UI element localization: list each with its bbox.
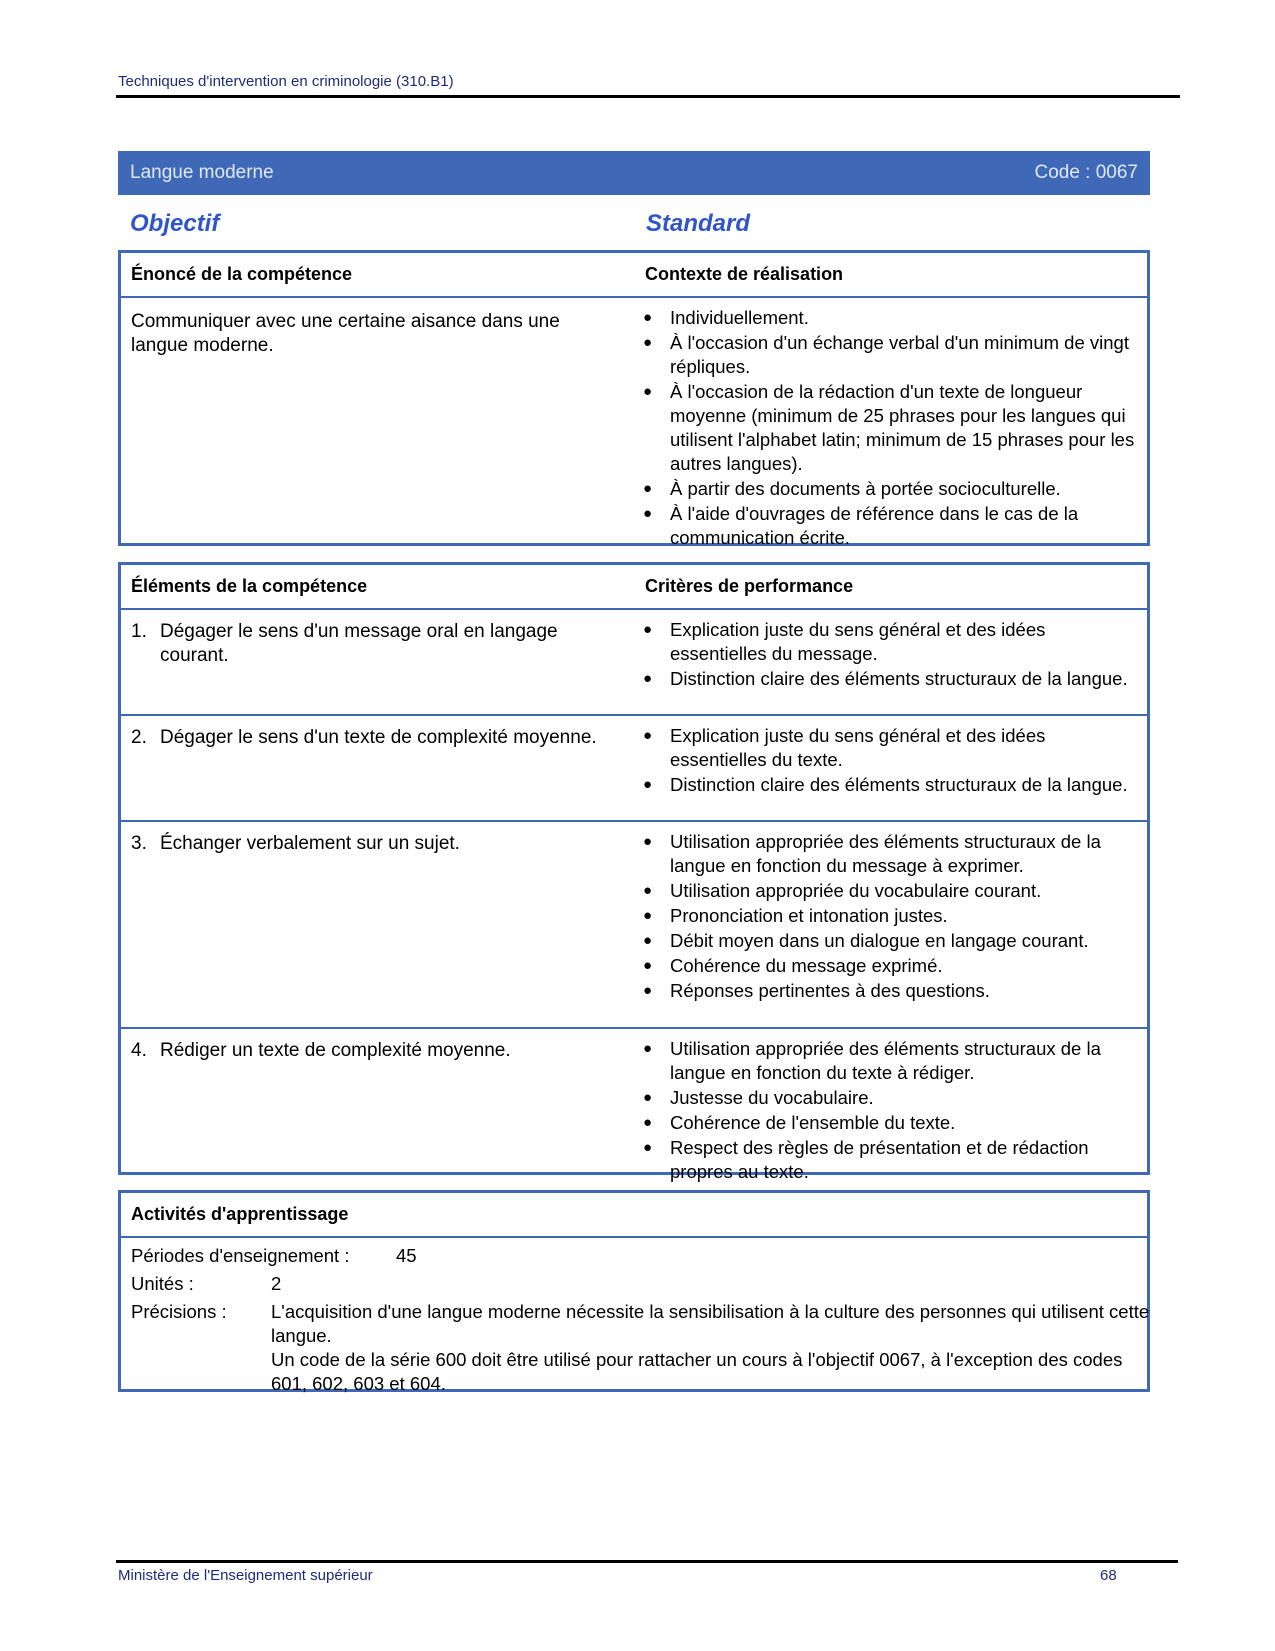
footer-rule bbox=[116, 1560, 1178, 1563]
list-item: ● Réponses pertinentes à des questions. bbox=[643, 980, 990, 1001]
page-number: 68 bbox=[1100, 1567, 1117, 1584]
competence-row bbox=[121, 298, 1147, 548]
bullet-icon: ● bbox=[643, 882, 653, 899]
footer-ministry: Ministère de l'Enseignement supérieur bbox=[118, 1567, 373, 1584]
running-header: Techniques d'intervention en criminologie (310.B1) bbox=[118, 73, 454, 90]
elements-box-header bbox=[121, 565, 1147, 610]
competence-box-header bbox=[121, 253, 1147, 298]
precisions-label: Précisions : bbox=[131, 1301, 227, 1322]
list-item: ● À l'aide d'ouvrages de référence dans le cas de la communication écrite. bbox=[643, 503, 1079, 548]
elements-header: Éléments de la compétence bbox=[131, 576, 368, 596]
bullet-icon: ● bbox=[643, 505, 653, 522]
list-item: ● Cohérence de l'ensemble du texte. bbox=[643, 1112, 956, 1133]
header-rule bbox=[116, 95, 1180, 98]
criteria-header: Critères de performance bbox=[645, 576, 854, 596]
activities-box bbox=[118, 1190, 1150, 1392]
criteria-col bbox=[641, 724, 1139, 798]
units-line bbox=[131, 1272, 1131, 1296]
criteria-col bbox=[641, 1037, 1139, 1185]
element-number: 3. bbox=[131, 833, 147, 854]
context-list-wrap bbox=[641, 306, 1139, 551]
units-value: 2 bbox=[271, 1273, 282, 1294]
activities-box-header bbox=[121, 1193, 1147, 1238]
list-item: ● Utilisation appropriée des éléments structuraux de la langue en fonction du message à exprimer. bbox=[643, 831, 1101, 876]
criteria-list bbox=[641, 1037, 1139, 1184]
bullet-icon: ● bbox=[643, 1089, 653, 1106]
bullet-icon: ● bbox=[643, 621, 653, 638]
table-row bbox=[121, 1029, 1147, 1182]
course-title-bar bbox=[118, 151, 1150, 195]
list-item: ● Justesse du vocabulaire. bbox=[643, 1087, 874, 1108]
element-text: Dégager le sens d'un message oral en langage courant. bbox=[160, 621, 558, 666]
bullet-icon: ● bbox=[643, 776, 653, 793]
table-row bbox=[121, 716, 1147, 822]
statement-header: Énoncé de la compétence bbox=[131, 264, 353, 284]
bullet-icon: ● bbox=[643, 982, 653, 999]
element-number: 4. bbox=[131, 1040, 147, 1061]
precisions-line bbox=[131, 1300, 1151, 1394]
criteria-col bbox=[641, 618, 1139, 692]
list-item: ● Distinction claire des éléments structuraux de la langue. bbox=[643, 774, 1128, 795]
list-item: ● Cohérence du message exprimé. bbox=[643, 955, 943, 976]
list-item: ● À partir des documents à portée socioculturelle. bbox=[643, 478, 1061, 499]
course-code: Code : 0067 bbox=[1034, 162, 1138, 183]
list-item: ● À l'occasion de la rédaction d'un texte de longueur moyenne (minimum de 25 phrases pour les langues qui utilisent l'alphabet latin; minimum de 15 phrases pour les autres langues). bbox=[643, 381, 1135, 474]
list-item: ● Individuellement. bbox=[643, 307, 809, 328]
bullet-icon: ● bbox=[643, 727, 653, 744]
element-text: Échanger verbalement sur un sujet. bbox=[160, 833, 460, 854]
standard-heading: Standard bbox=[646, 210, 751, 237]
bullet-icon: ● bbox=[643, 1114, 653, 1131]
bullet-icon: ● bbox=[643, 932, 653, 949]
bullet-icon: ● bbox=[643, 334, 653, 351]
criteria-col bbox=[641, 830, 1139, 1004]
periods-line bbox=[131, 1244, 1131, 1268]
criteria-list bbox=[641, 830, 1139, 1003]
activities-header: Activités d'apprentissage bbox=[131, 1204, 349, 1224]
element-item bbox=[131, 726, 611, 750]
list-item: ● Utilisation appropriée du vocabulaire courant. bbox=[643, 880, 1042, 901]
bullet-icon: ● bbox=[643, 1139, 653, 1156]
list-item: ● Utilisation appropriée des éléments structuraux de la langue en fonction du texte à rédiger. bbox=[643, 1038, 1101, 1083]
element-text: Dégager le sens d'un texte de complexité moyenne. bbox=[160, 727, 597, 748]
objective-heading: Objectif bbox=[130, 210, 220, 237]
table-row bbox=[121, 822, 1147, 1029]
units-label: Unités : bbox=[131, 1273, 194, 1294]
element-item bbox=[131, 620, 611, 668]
criteria-list bbox=[641, 618, 1139, 691]
context-header: Contexte de réalisation bbox=[645, 264, 844, 284]
section-headings bbox=[128, 210, 1148, 242]
bullet-icon: ● bbox=[643, 907, 653, 924]
element-item bbox=[131, 832, 611, 856]
criteria-list bbox=[641, 724, 1139, 797]
bullet-icon: ● bbox=[643, 1040, 653, 1057]
list-item: ● Explication juste du sens général et des idées essentielles du texte. bbox=[643, 725, 1046, 770]
context-list bbox=[641, 306, 1139, 550]
element-number: 2. bbox=[131, 727, 147, 748]
bullet-icon: ● bbox=[643, 383, 653, 400]
precisions-text-1: L'acquisition d'une langue moderne nécessite la sensibilisation à la culture des personnes qui utilisent cette langue. bbox=[271, 1301, 1150, 1346]
list-item: ● À l'occasion d'un échange verbal d'un minimum de vingt répliques. bbox=[643, 332, 1129, 377]
table-row bbox=[121, 610, 1147, 716]
bullet-icon: ● bbox=[643, 309, 653, 326]
course-title: Langue moderne bbox=[130, 162, 274, 183]
bullet-icon: ● bbox=[643, 480, 653, 497]
periods-value: 45 bbox=[396, 1245, 417, 1266]
list-item: ● Explication juste du sens général et des idées essentielles du message. bbox=[643, 619, 1046, 664]
element-item bbox=[131, 1039, 611, 1063]
bullet-icon: ● bbox=[643, 670, 653, 687]
list-item: ● Prononciation et intonation justes. bbox=[643, 905, 948, 926]
bullet-icon: ● bbox=[643, 833, 653, 850]
bullet-icon: ● bbox=[643, 957, 653, 974]
element-number: 1. bbox=[131, 621, 147, 642]
element-text: Rédiger un texte de complexité moyenne. bbox=[160, 1040, 511, 1061]
precisions-text-2: Un code de la série 600 doit être utilisé pour rattacher un cours à l'objectif 0067, à l'exception des codes 601, 602, 603 et 604. bbox=[271, 1349, 1123, 1394]
list-item: ● Respect des règles de présentation et de rédaction propres au texte. bbox=[643, 1137, 1089, 1182]
list-item: ● Distinction claire des éléments structuraux de la langue. bbox=[643, 668, 1128, 689]
periods-label: Périodes d'enseignement : bbox=[131, 1245, 350, 1266]
list-item: ● Débit moyen dans un dialogue en langage courant. bbox=[643, 930, 1089, 951]
competence-statement: Communiquer avec une certaine aisance dans une langue moderne. bbox=[131, 311, 560, 356]
competence-box bbox=[118, 250, 1150, 546]
elements-box bbox=[118, 562, 1150, 1182]
